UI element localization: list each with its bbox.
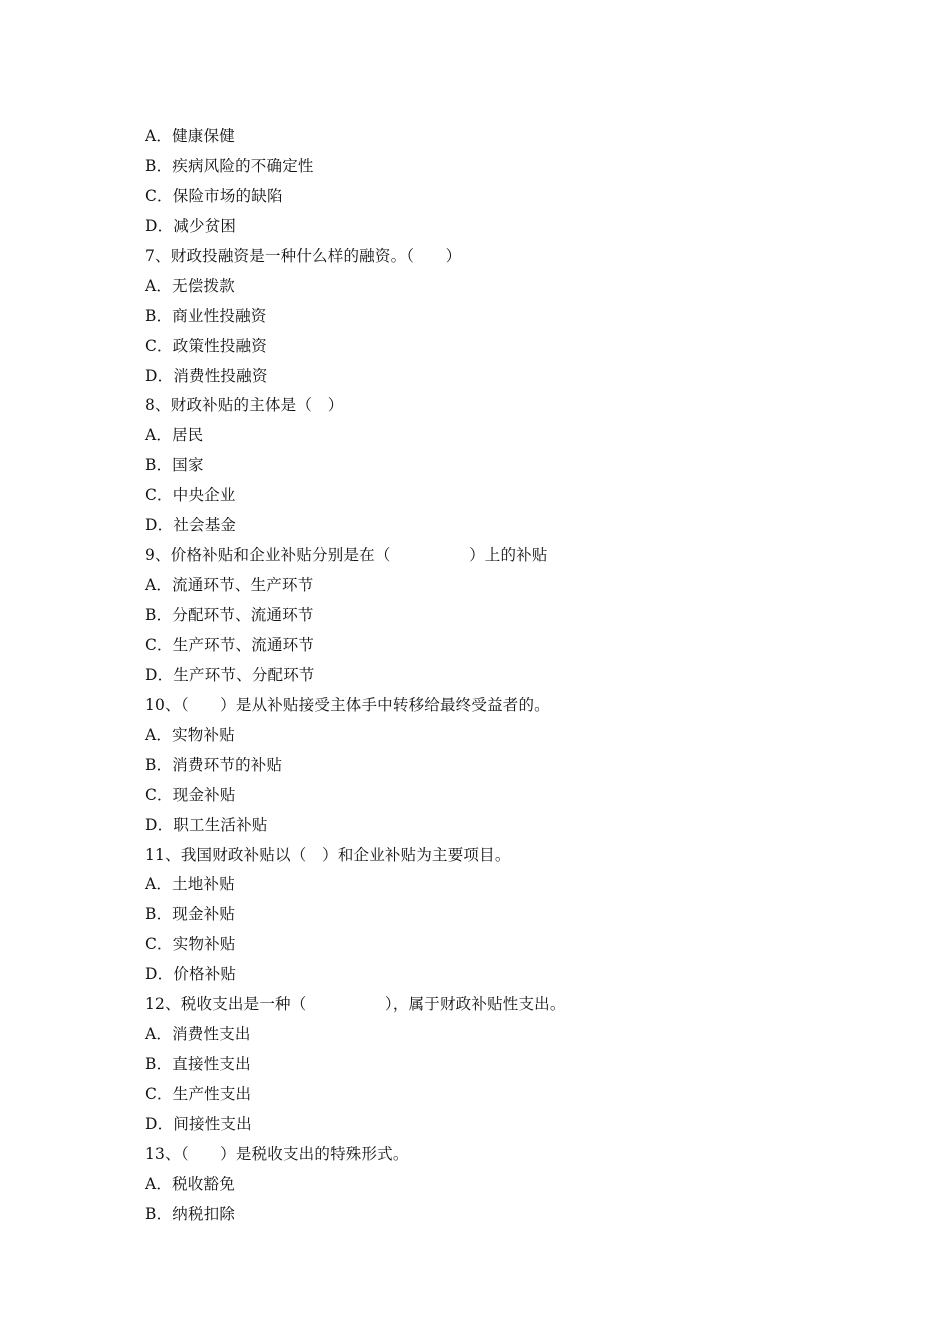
option-line: B．疾病风险的不确定性 bbox=[145, 156, 314, 175]
question-line: 9、价格补贴和企业补贴分别是在（ ）上的补贴 bbox=[145, 546, 548, 565]
option-line: B．消费环节的补贴 bbox=[145, 755, 283, 774]
option-line: B．国家 bbox=[145, 456, 204, 475]
option-line: A．居民 bbox=[145, 426, 204, 445]
option-line: D．间接性支出 bbox=[145, 1114, 252, 1133]
option-line: D．消费性投融资 bbox=[145, 366, 268, 385]
option-line: C．生产性支出 bbox=[145, 1085, 252, 1103]
option-line: B．分配环节、流通环节 bbox=[145, 606, 314, 624]
question-line: 10、（ ）是从补贴接受主体手中转移给最终受益者的。 bbox=[145, 695, 550, 714]
option-line: A．土地补贴 bbox=[145, 875, 235, 894]
option-line: A．实物补贴 bbox=[145, 725, 235, 744]
option-line: C．政策性投融资 bbox=[145, 336, 267, 355]
option-line: D．职工生活补贴 bbox=[145, 815, 268, 834]
question-line: 12、税收支出是一种（ ），属于财政补贴性支出。 bbox=[145, 995, 566, 1014]
option-line: D．减少贫困 bbox=[145, 216, 237, 235]
question-line: 11、我国财政补贴以（ ）和企业补贴为主要项目。 bbox=[145, 845, 511, 864]
question-line: 8、财政补贴的主体是（ ） bbox=[145, 396, 344, 415]
option-line: D．价格补贴 bbox=[145, 965, 237, 984]
option-line: A．消费性支出 bbox=[145, 1025, 251, 1044]
question-list bbox=[145, 122, 845, 1230]
option-line: A．健康保健 bbox=[145, 127, 235, 145]
option-line: C．生产环节、流通环节 bbox=[145, 635, 315, 654]
question-line: 7、财政投融资是一种什么样的融资。（ ） bbox=[145, 246, 462, 265]
option-line: C．实物补贴 bbox=[145, 935, 236, 954]
option-line: D．生产环节、分配环节 bbox=[145, 665, 315, 684]
option-line: B．纳税扣除 bbox=[145, 1204, 236, 1223]
option-line: C．现金补贴 bbox=[145, 785, 236, 804]
option-line: A．无偿拨款 bbox=[145, 276, 235, 295]
option-line: B．商业性投融资 bbox=[145, 306, 267, 325]
option-line: C．保险市场的缺陷 bbox=[145, 186, 283, 205]
option-line: D．社会基金 bbox=[145, 516, 237, 535]
question-line: 13、（ ）是税收支出的特殊形式。 bbox=[145, 1144, 409, 1163]
option-line: A．流通环节、生产环节 bbox=[145, 576, 314, 595]
option-line: B．直接性支出 bbox=[145, 1055, 251, 1074]
option-line: A．税收豁免 bbox=[145, 1174, 235, 1193]
option-line: B．现金补贴 bbox=[145, 905, 236, 924]
option-line: C．中央企业 bbox=[145, 486, 236, 505]
